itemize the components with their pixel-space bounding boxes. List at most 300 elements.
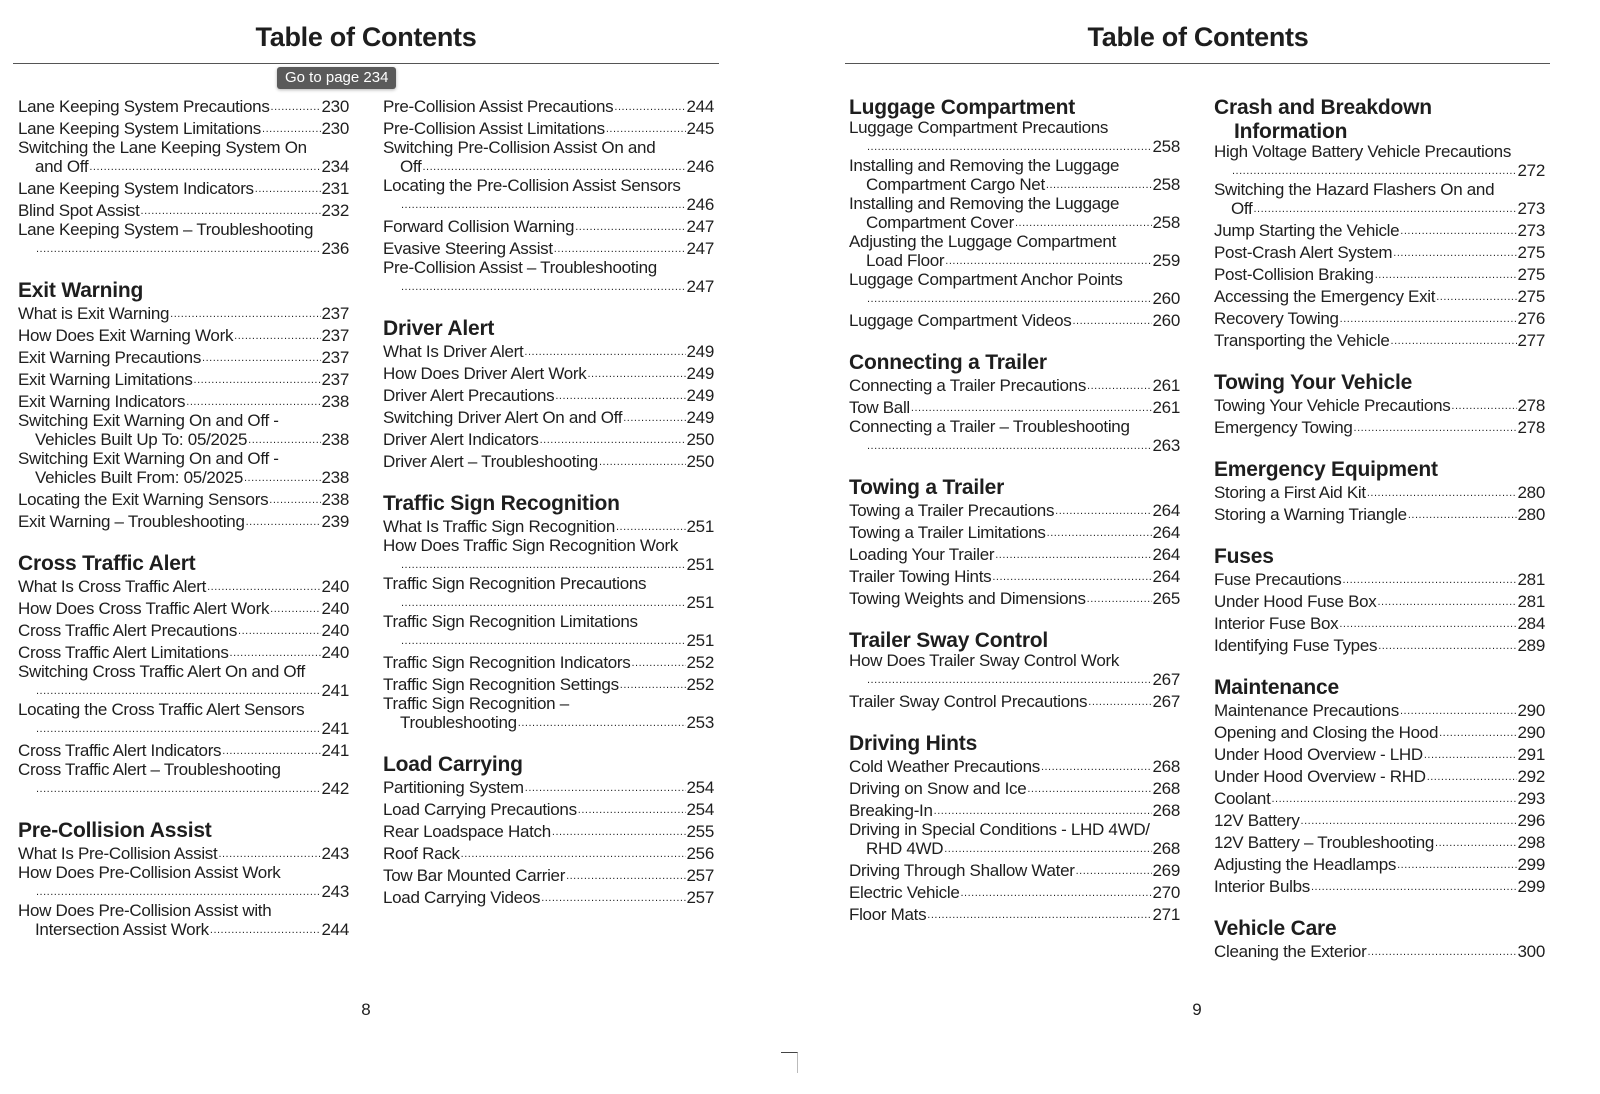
entry-page-number: 238 [321, 392, 349, 411]
toc-entry-link[interactable] [1214, 700, 1545, 722]
dot-leader [1400, 700, 1517, 722]
toc-entry-link[interactable] [18, 347, 349, 369]
dot-leader [911, 397, 1152, 419]
toc-entry-link[interactable] [18, 762, 349, 800]
entry-title: Lane Keeping System – Troubleshooting [18, 220, 314, 239]
dot-leader [992, 566, 1151, 588]
entry-title: What Is Driver Alert [383, 342, 524, 361]
section-heading[interactable]: Traffic Sign Recognition [383, 492, 620, 515]
toc-entry-link[interactable] [1214, 482, 1545, 504]
entry-line [849, 397, 1180, 419]
entry-page-number: 292 [1517, 767, 1545, 786]
dot-leader [262, 118, 321, 140]
entry-page-number: 249 [686, 342, 714, 361]
dot-leader [244, 467, 321, 489]
entry-line [18, 702, 349, 718]
dot-leader [210, 919, 321, 941]
entry-line [18, 664, 349, 680]
toc-entry-link[interactable] [18, 178, 349, 200]
entry-page-number: 260 [1152, 289, 1180, 308]
entry-title: Load Carrying Videos [383, 888, 541, 907]
toc-entry-link[interactable] [383, 516, 714, 538]
entry-page-number: 261 [1152, 398, 1180, 417]
entry-page-number: 246 [686, 195, 714, 214]
entry-page-number: 296 [1517, 811, 1545, 830]
entry-title: How Does Pre-Collision Assist with [18, 901, 272, 920]
entry-line-continued [18, 467, 349, 489]
entry-line [18, 140, 349, 156]
entry-page-number: 244 [686, 97, 714, 116]
entry-line [383, 451, 714, 473]
dot-leader [1015, 212, 1152, 234]
entry-line [1214, 700, 1545, 722]
toc-entry-link[interactable] [383, 696, 714, 734]
dot-leader [541, 887, 685, 909]
entry-title: Tow Bar Mounted Carrier [383, 866, 566, 885]
entry-title-continued: Compartment Cover [866, 213, 1014, 232]
toc-entry-link[interactable] [1214, 264, 1545, 286]
toc-entry-link[interactable] [383, 341, 714, 363]
entry-title: What Is Cross Traffic Alert [18, 577, 207, 596]
entry-line-continued [383, 194, 714, 216]
entry-page-number: 281 [1517, 570, 1545, 589]
section-heading[interactable]: Crash and Breakdown Information [1214, 96, 1432, 143]
entry-title: Floor Mats [849, 905, 927, 924]
entry-title-continued: and Off [35, 157, 89, 176]
dot-leader [255, 178, 321, 200]
toc-entry-link[interactable] [383, 407, 714, 429]
toc-entry-link[interactable] [18, 118, 349, 140]
dot-leader [36, 680, 321, 702]
entry-line [383, 429, 714, 451]
entry-line [849, 272, 1180, 288]
toc-entry-link[interactable] [383, 178, 714, 216]
toc-entry-link[interactable] [849, 778, 1180, 800]
section-heading[interactable]: Exit Warning [18, 279, 144, 302]
entry-title: Evasive Steering Assist [383, 239, 553, 258]
dot-leader [1400, 220, 1516, 242]
entry-line [18, 369, 349, 391]
toc-entry-link[interactable] [1214, 286, 1545, 308]
toc-entry-link[interactable] [849, 566, 1180, 588]
toc-entry-link[interactable] [1214, 308, 1545, 330]
entry-line [18, 451, 349, 467]
toc-entry-link[interactable] [383, 887, 714, 909]
toc-entry-link[interactable] [849, 310, 1180, 332]
toc-entry-link[interactable] [849, 419, 1180, 457]
entry-page-number: 264 [1152, 523, 1180, 542]
toc-entry-link[interactable] [849, 904, 1180, 926]
dot-leader [1047, 522, 1152, 544]
toc-entry-link[interactable] [1214, 744, 1545, 766]
entry-title: What is Exit Warning [18, 304, 170, 323]
entry-line [1214, 286, 1545, 308]
entry-title: Exit Warning Indicators [18, 392, 186, 411]
entry-title: Traffic Sign Recognition Indicators [383, 653, 631, 672]
dot-leader [202, 347, 321, 369]
entry-title: Driver Alert – Troubleshooting [383, 452, 598, 471]
entry-title: Interior Fuse Box [1214, 614, 1339, 633]
toc-entry-link[interactable] [849, 756, 1180, 778]
entry-page-number: 299 [1517, 855, 1545, 874]
entry-title: High Voltage Battery Vehicle Precautions [1214, 142, 1512, 161]
entry-line [849, 158, 1180, 174]
section-heading[interactable]: Luggage Compartment [849, 96, 1076, 119]
entry-line [1214, 766, 1545, 788]
toc-section [18, 552, 349, 800]
entry-title: Trailer Towing Hints [849, 567, 992, 586]
toc-entry-link[interactable] [383, 429, 714, 451]
toc-entry-link[interactable] [849, 375, 1180, 397]
dot-leader [238, 620, 321, 642]
entry-page-number: 268 [1152, 801, 1180, 820]
section-heading[interactable]: Towing a Trailer [849, 476, 1005, 499]
entry-line [849, 310, 1180, 332]
toc-entry-link[interactable] [18, 413, 349, 451]
entry-page-number: 276 [1517, 309, 1545, 328]
toc-entry-link[interactable] [18, 740, 349, 762]
toc-entry-link[interactable] [383, 777, 714, 799]
toc-entry-link[interactable] [18, 200, 349, 222]
entry-title: Towing Your Vehicle Precautions [1214, 396, 1451, 415]
entry-title: Jump Starting the Vehicle [1214, 221, 1400, 240]
entry-title: Towing Weights and Dimensions [849, 589, 1086, 608]
toc-entry-link[interactable] [18, 620, 349, 642]
entry-page-number: 270 [1152, 883, 1180, 902]
toc-entry-link[interactable] [1214, 832, 1545, 854]
dot-leader [186, 391, 320, 413]
toc-entry-link[interactable] [18, 303, 349, 325]
dot-leader [234, 325, 320, 347]
toc-entry-link[interactable] [383, 238, 714, 260]
entry-title: Adjusting the Headlamps [1214, 855, 1397, 874]
entry-title: Storing a Warning Triangle [1214, 505, 1407, 524]
toc-entry-link[interactable] [849, 120, 1180, 158]
toc-entry-link[interactable] [1214, 854, 1545, 876]
toc-entry-link[interactable] [849, 882, 1180, 904]
toc-entry-link[interactable] [18, 642, 349, 664]
toc-entry-link[interactable] [383, 118, 714, 140]
entry-title: Traffic Sign Recognition Limitations [383, 612, 638, 631]
toc-section [849, 629, 1180, 713]
dot-leader [401, 554, 686, 576]
section-heading[interactable]: Driver Alert [383, 317, 495, 340]
entry-title: Transporting the Vehicle [1214, 331, 1390, 350]
section-heading[interactable]: Load Carrying [383, 753, 523, 776]
toc-entry-link[interactable] [18, 511, 349, 533]
entry-page-number: 238 [321, 430, 349, 449]
entry-page-number: 268 [1152, 757, 1180, 776]
dot-leader [620, 674, 686, 696]
entry-line [1214, 144, 1545, 160]
toc-entry-link[interactable] [383, 260, 714, 298]
toc-entry-link[interactable] [1214, 722, 1545, 744]
toc-entry-link[interactable] [383, 843, 714, 865]
entry-line [383, 341, 714, 363]
dot-leader [270, 598, 320, 620]
entry-line-continued [383, 592, 714, 614]
toc-entry-link[interactable] [849, 800, 1180, 822]
entry-page-number: 300 [1517, 942, 1545, 961]
toc-entry-link[interactable] [849, 397, 1180, 419]
section-heading[interactable]: Pre-Collision Assist [18, 819, 212, 842]
entry-page-number: 230 [321, 119, 349, 138]
toc-entry-link[interactable] [18, 451, 349, 489]
entry-line-continued [18, 238, 349, 260]
entry-title: What Is Traffic Sign Recognition [383, 517, 615, 536]
entry-line [383, 516, 714, 538]
toc-column-3 [849, 96, 1180, 926]
section-heading[interactable]: Vehicle Care [1214, 917, 1337, 940]
entry-line [849, 196, 1180, 212]
entry-page-number: 253 [686, 713, 714, 732]
entry-page-number: 251 [686, 555, 714, 574]
entry-title: Locating the Pre-Collision Assist Sensors [383, 176, 681, 195]
toc-entry-link[interactable] [1214, 766, 1545, 788]
toc-entry-link[interactable] [1214, 417, 1545, 439]
entry-page-number: 237 [321, 304, 349, 323]
entry-line [18, 413, 349, 429]
toc-entry-link[interactable] [383, 674, 714, 696]
entry-line [18, 325, 349, 347]
entry-title: Connecting a Trailer Precautions [849, 376, 1087, 395]
toc-entry-link[interactable] [849, 272, 1180, 310]
toc-entry-link[interactable] [1214, 182, 1545, 220]
toc-entry-link[interactable] [849, 588, 1180, 610]
entry-line [383, 843, 714, 865]
toc-column-2 [383, 96, 714, 909]
toc-entry-link[interactable] [18, 865, 349, 903]
entry-line [1214, 832, 1545, 854]
toc-entry-link[interactable] [849, 822, 1180, 860]
entry-page-number: 259 [1152, 251, 1180, 270]
section-heading[interactable]: Connecting a Trailer [849, 351, 1047, 374]
entry-page-number: 258 [1152, 213, 1180, 232]
toc-entry-link[interactable] [383, 451, 714, 473]
entry-line [849, 860, 1180, 882]
dot-leader [1451, 395, 1516, 417]
entry-line [18, 489, 349, 511]
entry-line-continued [383, 554, 714, 576]
entry-title-continued: RHD 4WD [866, 839, 944, 858]
entry-line [1214, 182, 1545, 198]
toc-column-1 [18, 96, 349, 941]
entry-title: Driving in Special Conditions - LHD 4WD/ [849, 820, 1150, 839]
entry-title: Tow Ball [849, 398, 910, 417]
link-tooltip: Go to page 234 [277, 67, 396, 89]
entry-line [18, 903, 349, 919]
entry-page-number: 275 [1517, 265, 1545, 284]
dot-leader [1375, 264, 1517, 286]
entry-title: Installing and Removing the Luggage [849, 156, 1120, 175]
toc-entry-link[interactable] [18, 96, 349, 118]
toc-entry-link[interactable] [18, 489, 349, 511]
dot-leader [995, 544, 1151, 566]
entry-page-number: 240 [321, 643, 349, 662]
toc-entry-link[interactable] [1214, 613, 1545, 635]
entry-title-continued: Vehicles Built From: 05/2025 [35, 468, 243, 487]
toc-entry-link[interactable] [1214, 788, 1545, 810]
toc-entry-link[interactable] [1214, 242, 1545, 264]
toc-entry-link[interactable] [383, 614, 714, 652]
section-heading[interactable]: Cross Traffic Alert [18, 552, 196, 575]
toc-entry-link[interactable] [18, 222, 349, 260]
toc-entry-link[interactable] [849, 522, 1180, 544]
entry-page-number: 281 [1517, 592, 1545, 611]
entry-line [849, 120, 1180, 136]
entry-page-number: 278 [1517, 418, 1545, 437]
entry-page-number: 237 [321, 370, 349, 389]
entry-title: Traffic Sign Recognition Settings [383, 675, 619, 694]
toc-entry-link[interactable] [1214, 941, 1545, 963]
dot-leader [525, 777, 686, 799]
entry-title: Blind Spot Assist [18, 201, 140, 220]
toc-entry-link[interactable] [1214, 810, 1545, 832]
toc-entry-link[interactable] [18, 702, 349, 740]
toc-entry-link[interactable] [1214, 504, 1545, 526]
toc-entry-link[interactable] [849, 234, 1180, 272]
dot-leader [960, 882, 1151, 904]
entry-line [1214, 744, 1545, 766]
entry-page-number: 261 [1152, 376, 1180, 395]
toc-entry-link[interactable] [849, 653, 1180, 691]
toc-entry-link[interactable] [383, 799, 714, 821]
toc-entry-link[interactable] [383, 385, 714, 407]
toc-section [383, 753, 714, 909]
entry-line [18, 576, 349, 598]
section-heading[interactable]: Towing Your Vehicle [1214, 371, 1413, 394]
toc-entry-link[interactable] [18, 325, 349, 347]
toc-entry-link[interactable] [849, 544, 1180, 566]
entry-title: Switching Pre-Collision Assist On and [383, 138, 656, 157]
toc-entry-link[interactable] [849, 500, 1180, 522]
entry-page-number: 269 [1152, 861, 1180, 880]
toc-entry-link[interactable] [1214, 330, 1545, 352]
entry-line [383, 407, 714, 429]
entry-line [1214, 722, 1545, 744]
entry-page-number: 254 [686, 800, 714, 819]
toc-entry-link[interactable] [383, 96, 714, 118]
section-heading[interactable]: Driving Hints [849, 732, 978, 755]
entry-page-number: 238 [321, 468, 349, 487]
toc-entry-link[interactable] [849, 860, 1180, 882]
toc-entry-link[interactable] [18, 598, 349, 620]
section-heading[interactable]: Fuses [1214, 545, 1274, 568]
toc-entry-link[interactable] [383, 140, 714, 178]
toc-entry-link[interactable] [18, 391, 349, 413]
toc-entry-link[interactable] [849, 158, 1180, 196]
dot-leader [1367, 482, 1517, 504]
entry-line-continued [849, 212, 1180, 234]
toc-section [1214, 917, 1545, 963]
toc-entry-link[interactable] [383, 216, 714, 238]
entry-line [1214, 876, 1545, 898]
toc-entry-link[interactable] [849, 691, 1180, 713]
toc-entry-link[interactable] [383, 821, 714, 843]
dot-leader [1340, 308, 1517, 330]
entry-line [1214, 264, 1545, 286]
entry-title: Exit Warning – Troubleshooting [18, 512, 245, 531]
entry-title: Locating the Exit Warning Sensors [18, 490, 269, 509]
entry-title: Pre-Collision Assist Precautions [383, 97, 614, 116]
entry-line [849, 882, 1180, 904]
entry-page-number: 251 [686, 517, 714, 536]
entry-title: Driving on Snow and Ice [849, 779, 1027, 798]
toc-entry-link[interactable] [1214, 144, 1545, 182]
toc-entry-link[interactable] [1214, 569, 1545, 591]
entry-page-number: 251 [686, 593, 714, 612]
entry-line [849, 653, 1180, 669]
dot-leader [461, 843, 686, 865]
toc-entry-link[interactable] [383, 363, 714, 385]
dot-leader [1378, 591, 1517, 613]
entry-line [849, 778, 1180, 800]
entry-line [1214, 220, 1545, 242]
dot-leader [1378, 635, 1516, 657]
entry-line [383, 238, 714, 260]
dot-leader [1088, 691, 1151, 713]
entry-page-number: 280 [1517, 505, 1545, 524]
entry-line [18, 347, 349, 369]
entry-title: Adjusting the Luggage Compartment [849, 232, 1116, 251]
entry-line [18, 865, 349, 881]
entry-page-number: 275 [1517, 243, 1545, 262]
entry-page-number: 260 [1152, 311, 1180, 330]
dot-leader [36, 238, 321, 260]
toc-entry-link[interactable] [383, 652, 714, 674]
dot-leader [575, 216, 685, 238]
toc-entry-link[interactable] [1214, 220, 1545, 242]
toc-entry-link[interactable] [383, 865, 714, 887]
entry-line [18, 642, 349, 664]
toc-entry-link[interactable] [18, 664, 349, 702]
entry-line-continued [383, 712, 714, 734]
entry-title: Identifying Fuse Types [1214, 636, 1378, 655]
toc-entry-link[interactable] [18, 843, 349, 865]
entry-line [849, 566, 1180, 588]
toc-entry-link[interactable] [1214, 635, 1545, 657]
section-heading[interactable]: Maintenance [1214, 676, 1339, 699]
toc-entry-link[interactable] [383, 538, 714, 576]
section-heading[interactable]: Trailer Sway Control [849, 629, 1049, 652]
toc-entry-link[interactable] [18, 140, 349, 178]
dot-leader [555, 385, 685, 407]
toc-entry-link[interactable] [18, 903, 349, 941]
entry-title: Storing a First Aid Kit [1214, 483, 1366, 502]
entry-page-number: 241 [321, 681, 349, 700]
toc-entry-link[interactable] [383, 576, 714, 614]
entry-page-number: 238 [321, 490, 349, 509]
toc-entry-link[interactable] [1214, 591, 1545, 613]
entry-line [1214, 854, 1545, 876]
toc-entry-link[interactable] [1214, 876, 1545, 898]
toc-entry-link[interactable] [18, 369, 349, 391]
dot-leader [1436, 286, 1516, 308]
entry-title-continued: Intersection Assist Work [35, 920, 209, 939]
entry-page-number: 255 [686, 822, 714, 841]
toc-entry-link[interactable] [18, 576, 349, 598]
dot-leader [1055, 500, 1151, 522]
entry-page-number: 291 [1517, 745, 1545, 764]
entry-title: Luggage Compartment Precautions [849, 118, 1109, 137]
entry-line [18, 740, 349, 762]
entry-line [18, 843, 349, 865]
toc-entry-link[interactable] [1214, 395, 1545, 417]
dot-leader [1439, 722, 1516, 744]
section-heading[interactable]: Emergency Equipment [1214, 458, 1438, 481]
entry-line [383, 652, 714, 674]
toc-entry-link[interactable] [849, 196, 1180, 234]
